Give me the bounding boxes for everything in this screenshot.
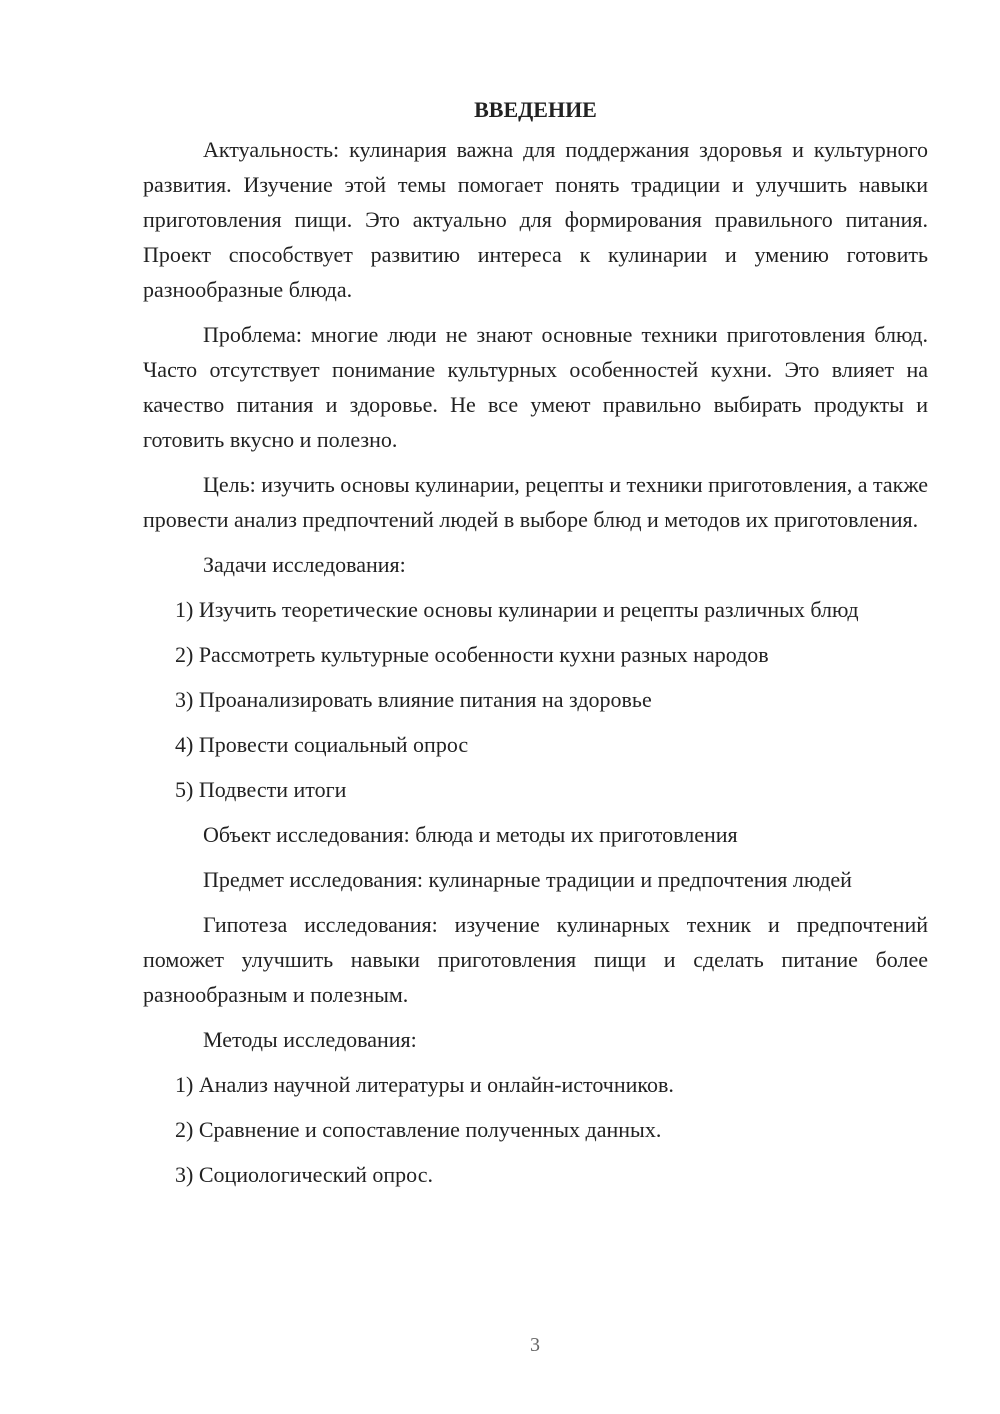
hypothesis-paragraph: Гипотеза исследования: изучение кулинарных техник и предпочтений поможет улучшить навыки приготовления пищи и сделать питание более разнообразным и полезным. [143,912,928,1007]
task-item: 3) Проанализировать влияние питания на здоровье [175,687,652,712]
page-number: 3 [530,1334,540,1356]
method-item: 2) Сравнение и сопоставление полученных данных. [175,1117,662,1142]
page-title: ВВЕДЕНИЕ [474,97,597,122]
actuality-paragraph: Актуальность: кулинария важна для поддержания здоровья и культурного развития. Изучение этой темы помогает понять традиции и улучшить навыки приготовления пищи. Это актуально для формирования правильного питания. Проект способствует развитию интереса к кулинарии и умению готовить разнообразные блюда. [143,137,928,302]
problem-paragraph: Проблема: многие люди не знают основные техники приготовления блюд. Часто отсутствует понимание культурных особенностей кухни. Это влияет на качество питания и здоровье. Не все умеют правильно выбирать продукты и готовить вкусно и полезно. [143,322,928,452]
task-item: 2) Рассмотреть культурные особенности кухни разных народов [175,642,769,667]
task-item: 1) Изучить теоретические основы кулинарии и рецепты различных блюд [175,597,859,622]
document-page [143,92,928,1192]
method-item: 1) Анализ научной литературы и онлайн-источников. [175,1072,674,1097]
object-paragraph: Объект исследования: блюда и методы их приготовления [203,822,738,847]
task-item: 4) Провести социальный опрос [175,732,469,757]
method-item: 3) Социологический опрос. [175,1162,433,1187]
tasks-title: Задачи исследования: [203,552,406,577]
task-item: 5) Подвести итоги [175,777,347,802]
methods-title: Методы исследования: [203,1027,417,1052]
goal-paragraph: Цель: изучить основы кулинарии, рецепты и техники приготовления, а также провести анализ предпочтений людей в выборе блюд и методов их приготовления. [143,472,928,532]
subject-paragraph: Предмет исследования: кулинарные традиции и предпочтения людей [203,867,852,892]
